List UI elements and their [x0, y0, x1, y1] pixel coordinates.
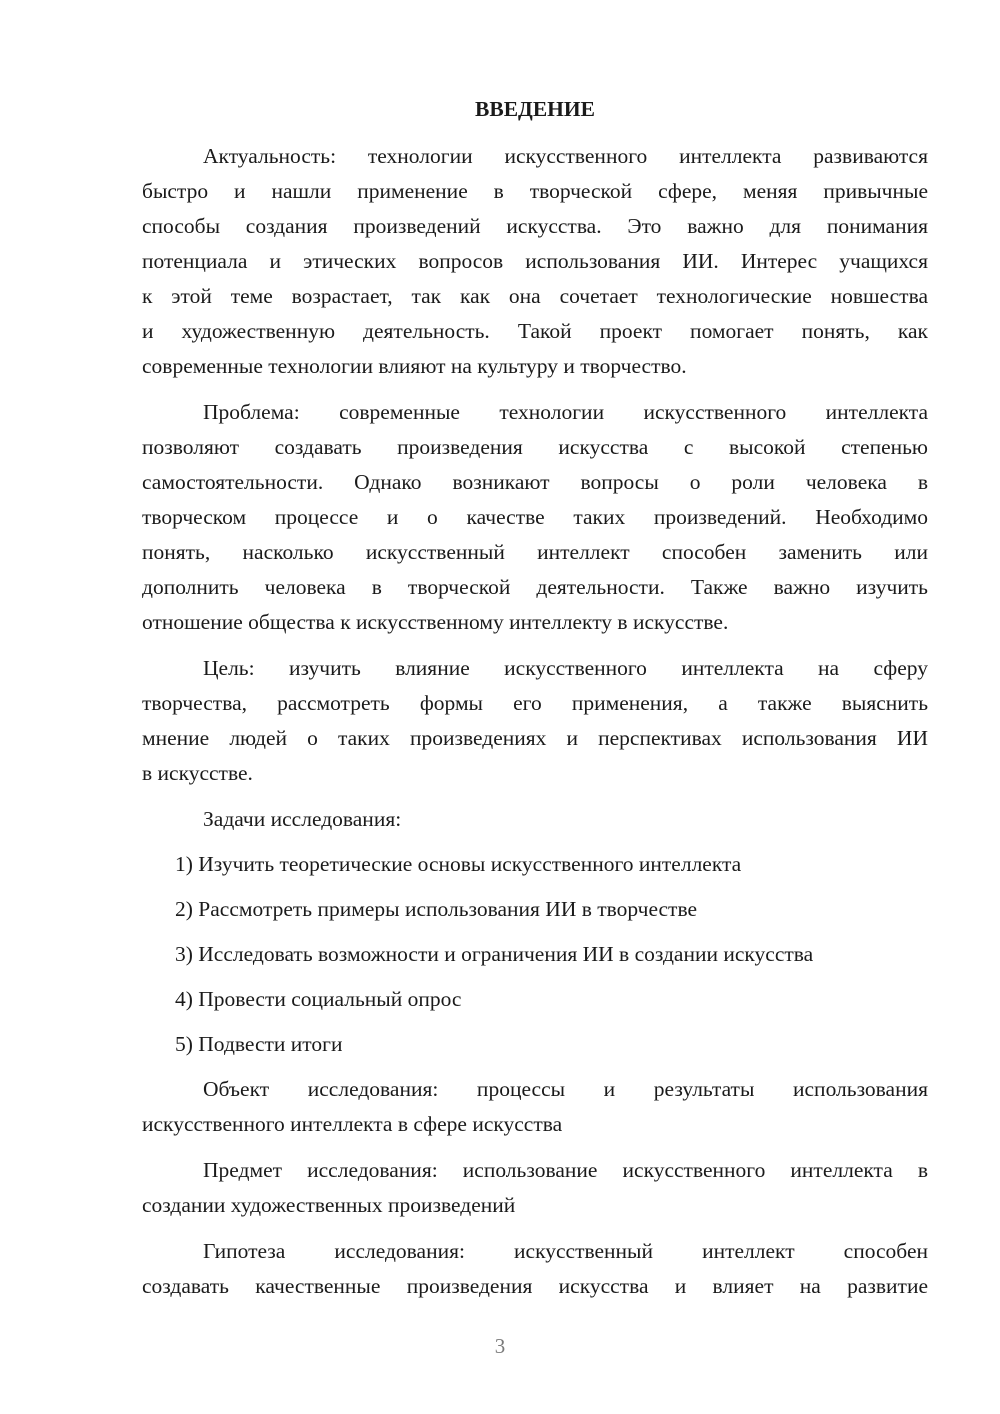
paragraph-line: создавать качественные произведения искусства и влияет на развитие — [142, 1274, 928, 1298]
paragraph-line: способы создания произведений искусства. Это важно для понимания — [142, 214, 928, 238]
page-number: 3 — [494, 1334, 506, 1358]
paragraph-line: Объект исследования: процессы и результаты использования — [203, 1077, 928, 1101]
paragraph-line: творческом процессе и о качестве таких произведений. Необходимо — [142, 505, 928, 529]
paragraph-line: и художественную деятельность. Такой проект помогает понять, как — [142, 319, 928, 343]
tasks-heading: Задачи исследования: — [203, 807, 402, 831]
paragraph-line: потенциала и этических вопросов использования ИИ. Интерес учащихся — [142, 249, 928, 273]
paragraph-line: отношение общества к искусственному интеллекту в искусстве. — [142, 610, 729, 634]
goal-paragraph — [142, 651, 928, 791]
task-item: 1) Изучить теоретические основы искусственного интеллекта — [175, 852, 742, 876]
paragraph-line: Актуальность: технологии искусственного интеллекта развиваются — [203, 144, 928, 168]
object-paragraph — [142, 1072, 928, 1142]
task-item: 3) Исследовать возможности и ограничения ИИ в создании искусства — [175, 942, 814, 966]
paragraph-line: самостоятельности. Однако возникают вопросы о роли человека в — [142, 470, 928, 494]
paragraph-line: быстро и нашли применение в творческой сфере, меняя привычные — [142, 179, 928, 203]
relevance-paragraph — [142, 139, 928, 384]
task-item: 5) Подвести итоги — [175, 1032, 343, 1056]
subject-paragraph — [142, 1153, 928, 1223]
paragraph-line: позволяют создавать произведения искусства с высокой степенью — [142, 435, 928, 459]
paragraph-line: дополнить человека в творческой деятельности. Также важно изучить — [142, 575, 928, 599]
paragraph-line: Гипотеза исследования: искусственный интеллект способен — [203, 1239, 928, 1263]
paragraph-line: искусственного интеллекта в сфере искусства — [142, 1112, 563, 1136]
paragraph-line: Цель: изучить влияние искусственного интеллекта на сферу — [203, 656, 928, 680]
paragraph-line: мнение людей о таких произведениях и перспективах использования ИИ — [142, 726, 928, 750]
paragraph-line: к этой теме возрастает, так как она сочетает технологические новшества — [142, 284, 928, 308]
document-page — [142, 92, 928, 1315]
tasks-list — [142, 847, 928, 1062]
hypothesis-paragraph — [142, 1234, 928, 1304]
paragraph-line: понять, насколько искусственный интеллект способен заменить или — [142, 540, 928, 564]
paragraph-line: современные технологии влияют на культуру и творчество. — [142, 354, 687, 378]
paragraph-line: создании художественных произведений — [142, 1193, 516, 1217]
paragraph-line: Предмет исследования: использование искусственного интеллекта в — [203, 1158, 928, 1182]
task-item: 2) Рассмотреть примеры использования ИИ в творчестве — [175, 897, 698, 921]
paragraph-line: в искусстве. — [142, 761, 253, 785]
paragraph-line: Проблема: современные технологии искусственного интеллекта — [203, 400, 928, 424]
paragraph-line: творчества, рассмотреть формы его применения, а также выяснить — [142, 691, 928, 715]
task-item: 4) Провести социальный опрос — [175, 987, 462, 1011]
section-title: ВВЕДЕНИЕ — [475, 97, 595, 121]
problem-paragraph — [142, 395, 928, 640]
